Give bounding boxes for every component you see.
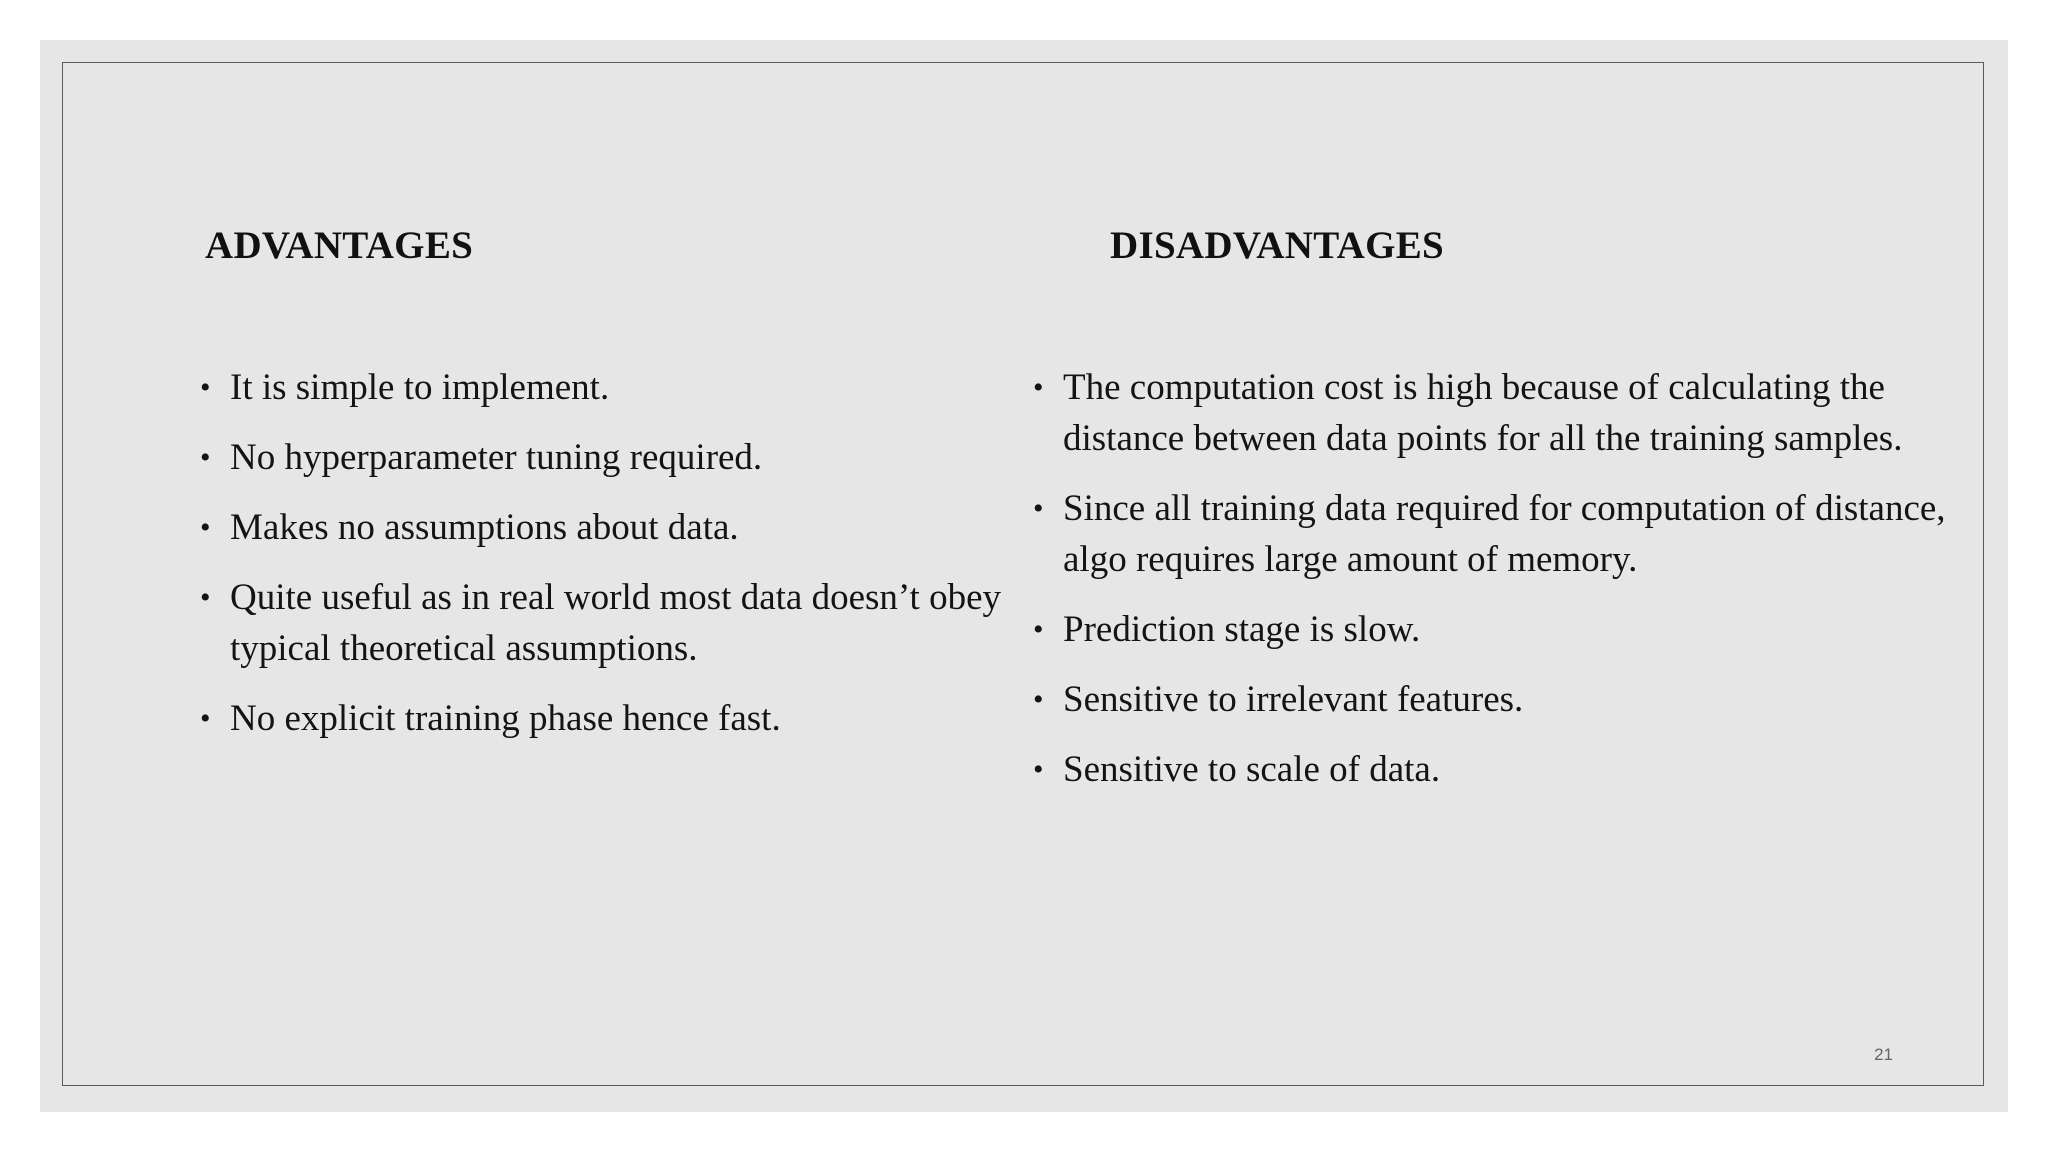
list-item: [200, 362, 1020, 413]
page-number: 21: [1874, 1045, 1893, 1064]
list-item-text: No explicit training phase hence fast.: [230, 698, 781, 739]
list-item: [1033, 744, 1993, 795]
advantages-list: [200, 362, 1020, 763]
list-item-text: Sensitive to scale of data.: [1063, 749, 1441, 790]
bullet-icon: •: [200, 511, 211, 544]
bullet-icon: •: [1033, 683, 1044, 716]
list-item-text: It is simple to implement.: [230, 367, 610, 408]
list-item-text: Prediction stage is slow.: [1063, 609, 1421, 650]
slide: [40, 40, 2008, 1112]
list-item: [1033, 483, 1993, 585]
advantages-heading: ADVANTAGES: [205, 224, 474, 267]
list-item-text: Makes no assumptions about data.: [230, 507, 739, 548]
list-item-text: Quite useful as in real world most data doesn’t obey typical theoretical assumptions.: [230, 577, 1002, 669]
list-item: [200, 572, 1020, 674]
list-item: [200, 432, 1020, 483]
bullet-icon: •: [200, 581, 211, 614]
bullet-icon: •: [1033, 371, 1044, 404]
list-item-text: Sensitive to irrelevant features.: [1063, 679, 1524, 720]
bullet-icon: •: [1033, 613, 1044, 646]
disadvantages-heading: DISADVANTAGES: [1110, 224, 1445, 267]
list-item: [200, 502, 1020, 553]
list-item-text: The computation cost is high because of calculating the distance between data points for all the training samples.: [1063, 367, 1903, 459]
bullet-icon: •: [1033, 492, 1044, 525]
list-item: [1033, 604, 1993, 655]
bullet-icon: •: [200, 441, 211, 474]
bullet-icon: •: [200, 371, 211, 404]
list-item: [200, 693, 1020, 744]
bullet-icon: •: [200, 702, 211, 735]
list-item: [1033, 674, 1993, 725]
list-item-text: No hyperparameter tuning required.: [230, 437, 763, 478]
disadvantages-list: [1033, 362, 1993, 814]
list-item-text: Since all training data required for computation of distance, algo requires large amount of memory.: [1063, 488, 1946, 580]
list-item: [1033, 362, 1993, 464]
bullet-icon: •: [1033, 753, 1044, 786]
